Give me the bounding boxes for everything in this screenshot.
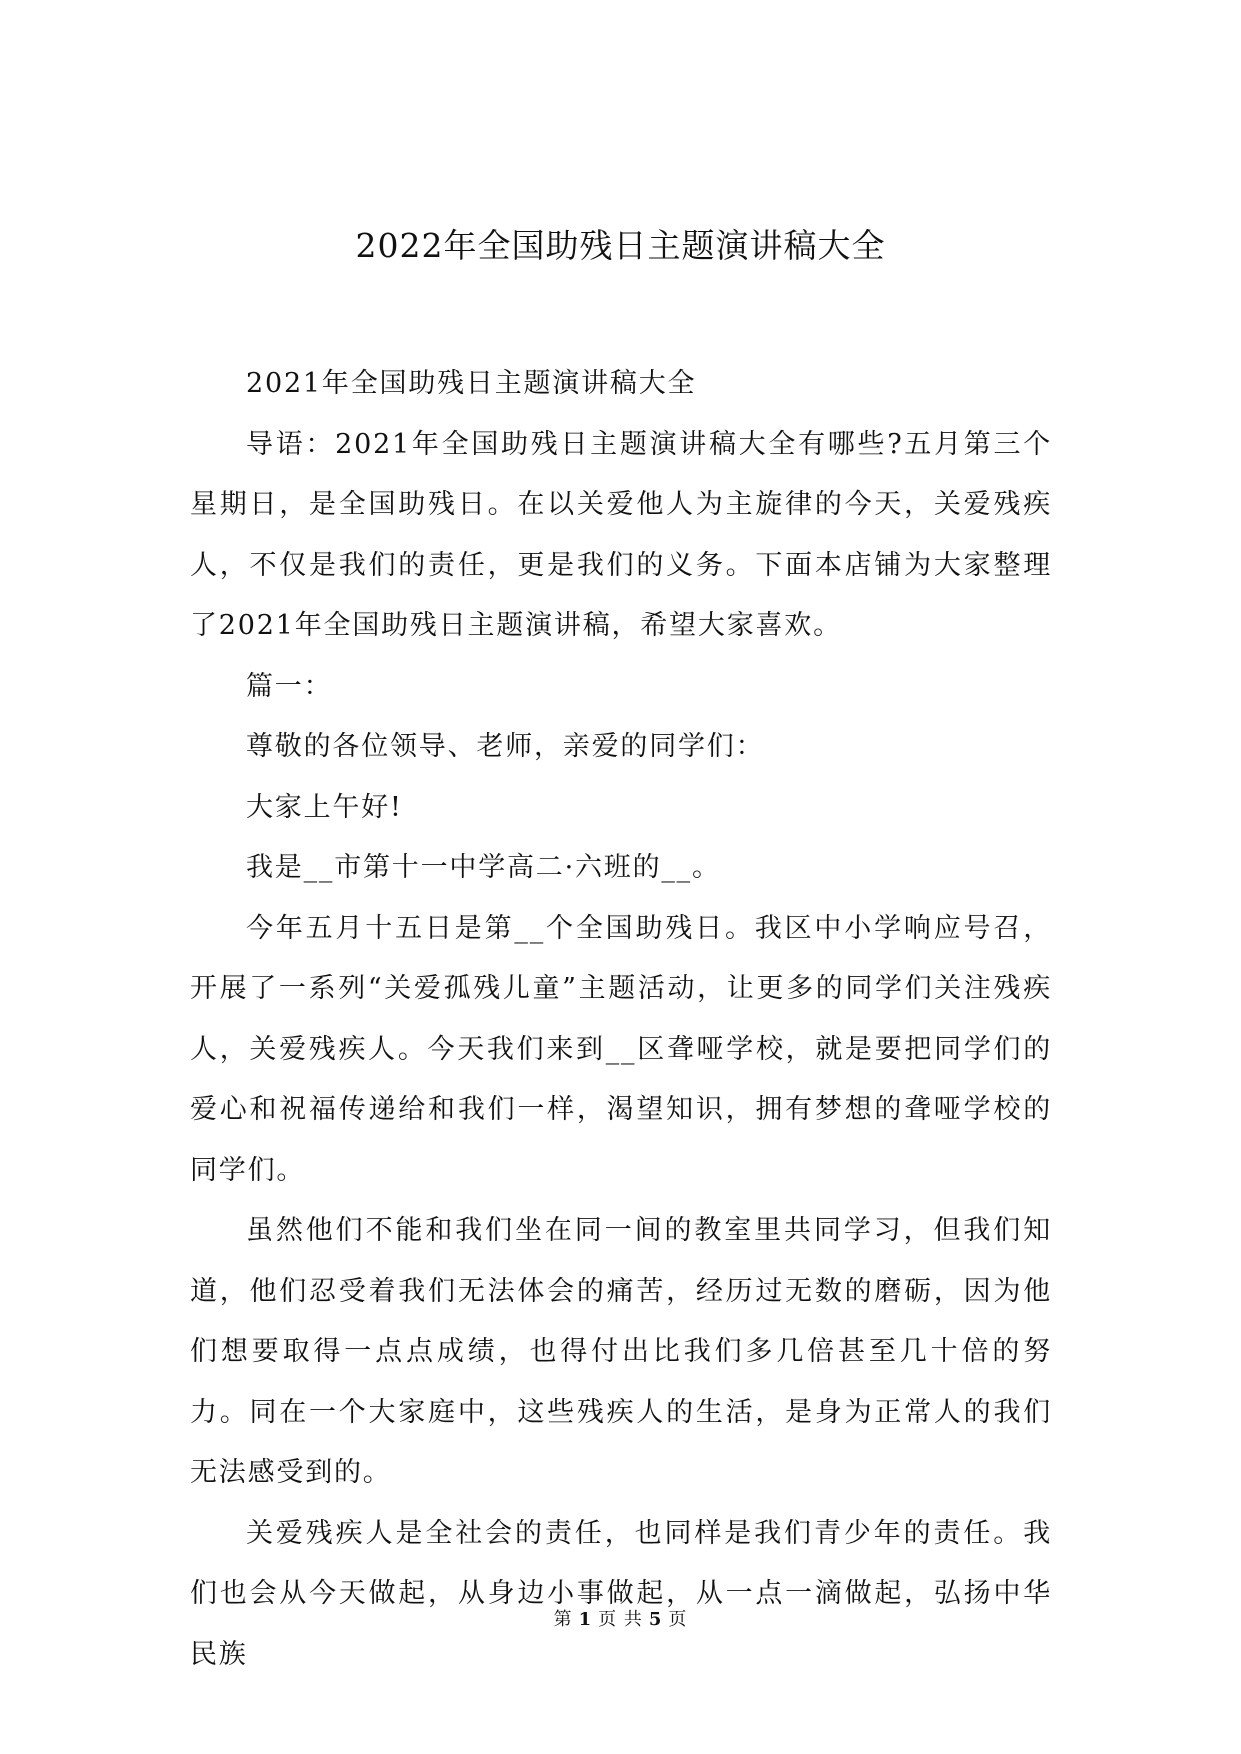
paragraph-salutation: 尊敬的各位领导、老师，亲爱的同学们：	[246, 731, 765, 762]
paragraph-self-introduction: 我是__市第十一中学高二·六班的__。	[246, 852, 721, 883]
document-body	[190, 354, 1052, 1685]
document-title: 2022年全国助残日主题演讲稿大全	[355, 226, 886, 265]
paragraph-body: 关爱残疾人是全社会的责任，也同样是我们青少年的责任。我们也会从今天做起，从身边小事做起，从一点一滴做起，弘扬中华民族	[190, 1517, 1052, 1670]
footer-middle: 页 共	[598, 1609, 643, 1630]
page-footer	[0, 1608, 1241, 1632]
paragraph-intro: 导语：2021年全国助残日主题演讲稿大全有哪些?五月第三个星期日，是全国助残日。在以关爱他人为主旋律的今天，关爱残疾人，不仅是我们的责任，更是我们的义务。下面本店铺为大家整理了2021年全国助残日主题演讲稿，希望大家喜欢。	[190, 428, 1052, 641]
paragraph-section-heading: 篇一：	[246, 670, 333, 702]
paragraph-greeting: 大家上午好!	[246, 791, 403, 823]
paragraph-body: 今年五月十五日是第__个全国助残日。我区中小学响应号召，开展了一系列“关爱孤残儿童”主题活动，让更多的同学们关注残疾人，关爱残疾人。今天我们来到__区聋哑学校，就是要把同学们的爱心和祝福传递给和我们一样，渴望知识，拥有梦想的聋哑学校的同学们。	[190, 912, 1052, 1186]
footer-suffix: 页	[668, 1609, 688, 1630]
footer-prefix: 第	[553, 1609, 573, 1630]
footer-page-number: 1	[578, 1609, 593, 1630]
footer-total-pages: 5	[648, 1609, 663, 1630]
paragraph-subtitle: 2021年全国助残日主题演讲稿大全	[246, 368, 697, 399]
paragraph-body: 虽然他们不能和我们坐在同一间的教室里共同学习，但我们知道，他们忍受着我们无法体会的痛苦，经历过无数的磨砺，因为他们想要取得一点点成绩，也得付出比我们多几倍甚至几十倍的努力。同在一个大家庭中，这些残疾人的生活，是身为正常人的我们无法感受到的。	[190, 1215, 1052, 1488]
